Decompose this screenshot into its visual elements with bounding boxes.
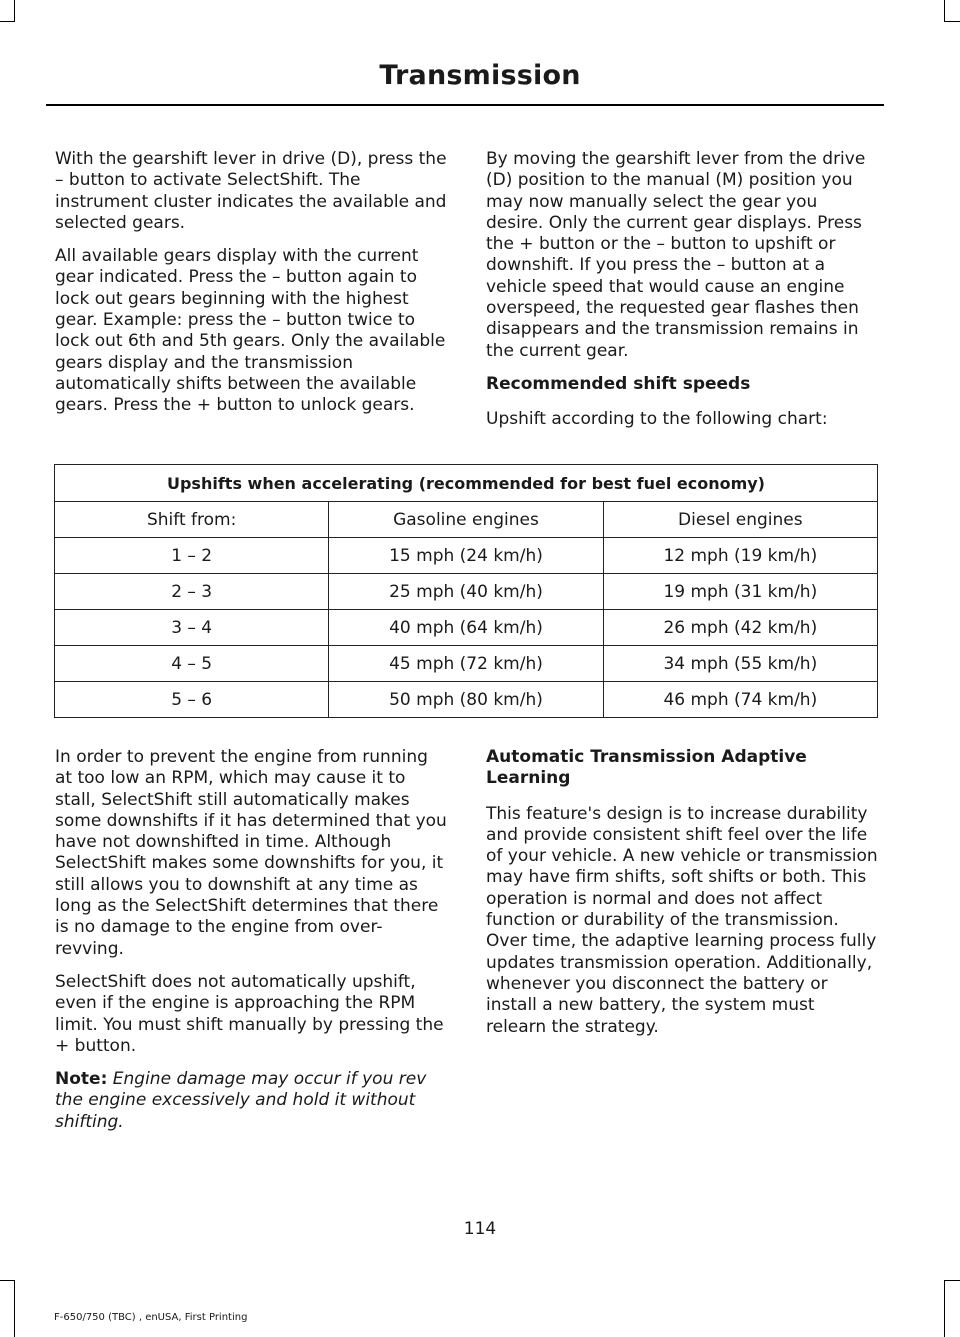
table-cell: 15 mph (24 km/h) bbox=[329, 538, 603, 574]
table-cell: 50 mph (80 km/h) bbox=[329, 682, 603, 718]
left-column bbox=[55, 149, 447, 429]
paragraph: In order to prevent the engine from running at too low an RPM, which may cause it to stall, SelectShift still automatically makes some downshifts if it has determined that you have not downshifted in time. Although SelectShift makes some downshifts for you, it still allows you to downshift at any time as long as the SelectShift determines that there is no damage to the engine from over-revving. bbox=[55, 747, 447, 959]
table-cell: 40 mph (64 km/h) bbox=[329, 610, 603, 646]
column-header: Gasoline engines bbox=[329, 502, 603, 538]
table-row bbox=[55, 646, 878, 682]
section-heading: Automatic Transmission Adaptive Learning bbox=[486, 747, 807, 789]
table-cell: 19 mph (31 km/h) bbox=[603, 574, 877, 610]
note-label: Note: bbox=[55, 1069, 108, 1090]
crop-mark bbox=[944, 21, 960, 22]
table-row bbox=[55, 574, 878, 610]
paragraph: With the gearshift lever in drive (D), press the – button to activate SelectShift. The instrument cluster indicates the available and selected gears. bbox=[55, 149, 447, 233]
crop-mark bbox=[944, 1280, 945, 1337]
crop-mark bbox=[14, 1280, 15, 1337]
crop-mark bbox=[0, 1280, 15, 1281]
crop-mark bbox=[0, 21, 15, 22]
shift-speed-table bbox=[54, 464, 878, 718]
table-cell: 1 – 2 bbox=[55, 538, 329, 574]
lower-right-column bbox=[486, 747, 878, 1050]
table-cell: 34 mph (55 km/h) bbox=[603, 646, 877, 682]
paragraph: This feature's design is to increase durability and provide consistent shift feel over the life of your vehicle. A new vehicle or transmission may have firm shifts, soft shifts or both. This operation is normal and does not affect function or durability of the transmission. Over time, the adaptive learning process fully updates transmission operation. Additionally, whenever you disconnect the battery or install a new battery, the system must relearn the strategy. bbox=[486, 803, 878, 1037]
footer-text: F-650/750 (TBC) , enUSA, First Printing bbox=[54, 1312, 248, 1323]
paragraph: All available gears display with the current gear indicated. Press the – button again to lock out gears beginning with the highest gear. Example: press the – button twice to lock out 6th and 5th gears. Only the available gears display and the transmission automatically shifts between the available gears. Press the + button to unlock gears. bbox=[55, 246, 446, 416]
table-cell: 26 mph (42 km/h) bbox=[603, 610, 877, 646]
table-row bbox=[55, 610, 878, 646]
table-cell: 5 – 6 bbox=[55, 682, 329, 718]
page-number: 114 bbox=[463, 1219, 497, 1239]
column-header: Diesel engines bbox=[603, 502, 877, 538]
crop-mark bbox=[944, 0, 945, 22]
table-cell: 2 – 3 bbox=[55, 574, 329, 610]
table-header-row bbox=[55, 502, 878, 538]
table-cell: 45 mph (72 km/h) bbox=[329, 646, 603, 682]
right-column bbox=[486, 149, 878, 443]
note-text: Engine damage may occur if you rev the engine excessively and hold it without shifting. bbox=[55, 1069, 427, 1132]
table-cell: 3 – 4 bbox=[55, 610, 329, 646]
page-title: Transmission bbox=[379, 60, 581, 91]
table-row bbox=[55, 538, 878, 574]
paragraph: By moving the gearshift lever from the drive (D) position to the manual (M) position you may now manually select the gear you desire. Only the current gear displays. Press the + button or the – button to upshift or downshift. If you press the – button at a vehicle speed that would cause an engine overspeed, the requested gear flashes then disappears and the transmission remains in the current gear. bbox=[486, 149, 866, 361]
paragraph: Upshift according to the following chart: bbox=[486, 409, 828, 430]
table-row bbox=[55, 682, 878, 718]
table-cell: 46 mph (74 km/h) bbox=[603, 682, 877, 718]
table-cell: 12 mph (19 km/h) bbox=[603, 538, 877, 574]
crop-mark bbox=[14, 0, 15, 22]
column-header: Shift from: bbox=[55, 502, 329, 538]
note bbox=[55, 1069, 447, 1133]
table-cell: 4 – 5 bbox=[55, 646, 329, 682]
paragraph: SelectShift does not automatically upshift, even if the engine is approaching the RPM limit. You must shift manually by pressing the + button. bbox=[55, 971, 444, 1056]
header-divider bbox=[46, 104, 884, 106]
crop-mark bbox=[944, 1280, 960, 1281]
section-heading: Recommended shift speeds bbox=[486, 373, 751, 394]
lower-left-column bbox=[55, 747, 447, 1145]
table-cell: 25 mph (40 km/h) bbox=[329, 574, 603, 610]
table-caption: Upshifts when accelerating (recommended for best fuel economy) bbox=[55, 465, 878, 502]
